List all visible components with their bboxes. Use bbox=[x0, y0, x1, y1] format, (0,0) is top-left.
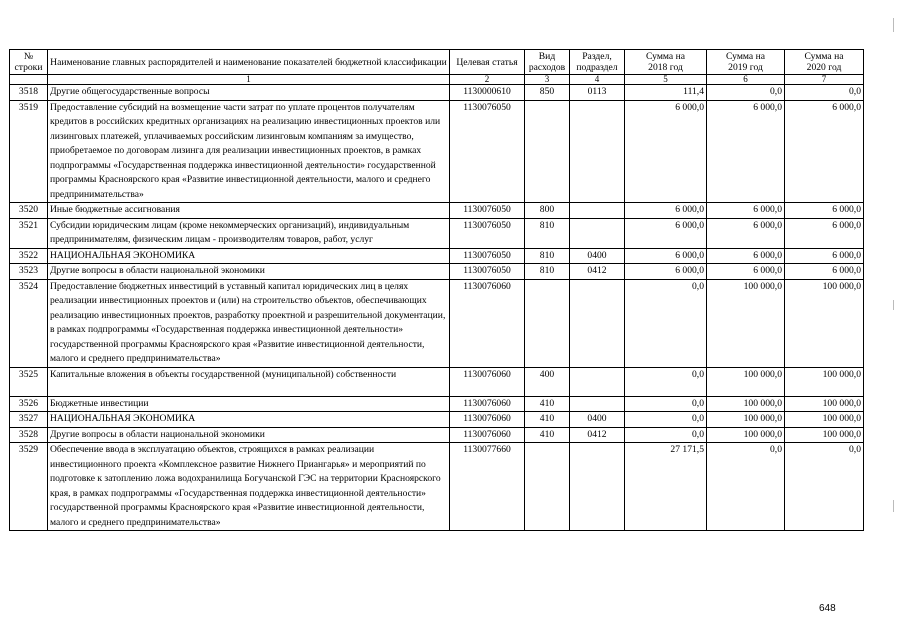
row-number: 3520 bbox=[10, 203, 48, 219]
row-type: 850 bbox=[525, 85, 570, 101]
row-sum-2020: 100 000,0 bbox=[785, 279, 864, 367]
table-row bbox=[10, 264, 864, 280]
row-section: 0412 bbox=[570, 264, 625, 280]
row-number: 3524 bbox=[10, 279, 48, 367]
row-type bbox=[525, 100, 570, 203]
row-type bbox=[525, 443, 570, 531]
row-target: 1130000610 bbox=[450, 85, 525, 101]
row-name: Другие вопросы в области национальной экономики bbox=[48, 427, 450, 443]
row-sum-2019: 100 000,0 bbox=[707, 396, 785, 412]
row-sum-2019: 100 000,0 bbox=[707, 367, 785, 396]
column-number: 4 bbox=[570, 75, 625, 85]
row-number: 3525 bbox=[10, 367, 48, 396]
row-sum-2018: 0,0 bbox=[625, 367, 707, 396]
row-section bbox=[570, 443, 625, 531]
row-section: 0113 bbox=[570, 85, 625, 101]
column-number bbox=[10, 75, 48, 85]
table-row bbox=[10, 367, 864, 396]
row-section bbox=[570, 279, 625, 367]
row-type: 810 bbox=[525, 248, 570, 264]
row-number: 3519 bbox=[10, 100, 48, 203]
row-sum-2019: 0,0 bbox=[707, 443, 785, 531]
row-target: 1130076060 bbox=[450, 367, 525, 396]
row-sum-2020: 100 000,0 bbox=[785, 412, 864, 428]
row-type: 800 bbox=[525, 203, 570, 219]
col-header-type-label: Вид расходов bbox=[528, 51, 566, 73]
col-header-sum-2020 bbox=[785, 50, 864, 75]
row-target: 1130076060 bbox=[450, 412, 525, 428]
row-type: 410 bbox=[525, 396, 570, 412]
column-number: 1 bbox=[48, 75, 450, 85]
row-sum-2020: 0,0 bbox=[785, 85, 864, 101]
row-sum-2019: 6 000,0 bbox=[707, 218, 785, 248]
row-number: 3521 bbox=[10, 218, 48, 248]
row-sum-2018: 111,4 bbox=[625, 85, 707, 101]
row-number: 3527 bbox=[10, 412, 48, 428]
table-row bbox=[10, 279, 864, 367]
row-name: Капитальные вложения в объекты государственной (муниципальной) собственности bbox=[48, 367, 450, 396]
col-header-type bbox=[525, 50, 570, 75]
row-sum-2020: 0,0 bbox=[785, 443, 864, 531]
row-sum-2018: 6 000,0 bbox=[625, 248, 707, 264]
column-number: 3 bbox=[525, 75, 570, 85]
row-section bbox=[570, 203, 625, 219]
table-row bbox=[10, 218, 864, 248]
table-row bbox=[10, 412, 864, 428]
row-sum-2019: 6 000,0 bbox=[707, 100, 785, 203]
row-name: Субсидии юридическим лицам (кроме некоммерческих организаций), индивидуальным предпринимателям, физическим лицам - производителям товаров, работ, услуг bbox=[48, 218, 450, 248]
page-number: 648 bbox=[819, 603, 836, 614]
row-sum-2018: 0,0 bbox=[625, 279, 707, 367]
col-header-name bbox=[48, 50, 450, 75]
budget-table bbox=[9, 49, 864, 531]
row-target: 1130076060 bbox=[450, 396, 525, 412]
row-target: 1130076060 bbox=[450, 279, 525, 367]
column-number: 2 bbox=[450, 75, 525, 85]
row-type: 810 bbox=[525, 264, 570, 280]
row-number: 3518 bbox=[10, 85, 48, 101]
row-sum-2019: 100 000,0 bbox=[707, 279, 785, 367]
col-header-section bbox=[570, 50, 625, 75]
row-type bbox=[525, 279, 570, 367]
row-type: 410 bbox=[525, 427, 570, 443]
row-number: 3523 bbox=[10, 264, 48, 280]
col-header-sum-2020-label: Сумма на 2020 год bbox=[804, 51, 844, 73]
row-name: Предоставление бюджетных инвестиций в уставный капитал юридических лиц в целях реализации инвестиционных проектов и (или) на строительство объектов, обеспечивающих реализацию инвестиционных проектов, разработку проектной и разрешительной документации, в рамках подпрограммы «Государственная поддержка инвестиционной деятельности» государственной программы Красноярского края «Развитие инвестиционной деятельности, малого и среднего предпринимательства» bbox=[48, 279, 450, 367]
table-header-row bbox=[10, 50, 864, 75]
col-header-row-no-label: № строки bbox=[14, 51, 43, 73]
row-name: Предоставление субсидий на возмещение части затрат по уплате процентов получателям кредитов в российских кредитных организациях на реализацию инвестиционных проектов или лизинговых платежей, уплачиваемых российским лизинговым компаниям за имущество, приобретаемое по договорам лизинга для реализации инвестиционных проектов, в рамках подпрограммы «Государственная поддержка инвестиционной деятельности» государственной программы Красноярского края «Развитие инвестиционной деятельности, малого и среднего предпринимательства» bbox=[48, 100, 450, 203]
row-sum-2018: 6 000,0 bbox=[625, 218, 707, 248]
row-sum-2020: 6 000,0 bbox=[785, 203, 864, 219]
row-section: 0400 bbox=[570, 412, 625, 428]
column-number: 7 bbox=[785, 75, 864, 85]
row-sum-2020: 100 000,0 bbox=[785, 396, 864, 412]
scan-margin-mark bbox=[893, 18, 894, 32]
row-name: Иные бюджетные ассигнования bbox=[48, 203, 450, 219]
row-sum-2018: 6 000,0 bbox=[625, 264, 707, 280]
col-header-sum-2019 bbox=[707, 50, 785, 75]
row-sum-2020: 6 000,0 bbox=[785, 248, 864, 264]
row-sum-2020: 6 000,0 bbox=[785, 264, 864, 280]
row-name: Другие общегосударственные вопросы bbox=[48, 85, 450, 101]
row-sum-2019: 0,0 bbox=[707, 85, 785, 101]
row-number: 3526 bbox=[10, 396, 48, 412]
row-name: Другие вопросы в области национальной экономики bbox=[48, 264, 450, 280]
row-sum-2019: 6 000,0 bbox=[707, 248, 785, 264]
row-section bbox=[570, 100, 625, 203]
row-sum-2019: 6 000,0 bbox=[707, 203, 785, 219]
table-row bbox=[10, 248, 864, 264]
table-row bbox=[10, 85, 864, 101]
row-type: 810 bbox=[525, 218, 570, 248]
row-name: Бюджетные инвестиции bbox=[48, 396, 450, 412]
column-number-row bbox=[10, 75, 864, 85]
row-number: 3522 bbox=[10, 248, 48, 264]
row-target: 1130076050 bbox=[450, 264, 525, 280]
col-header-sum-2019-label: Сумма на 2019 год bbox=[726, 51, 765, 73]
row-sum-2018: 6 000,0 bbox=[625, 203, 707, 219]
scan-margin-mark bbox=[893, 300, 894, 310]
row-sum-2019: 100 000,0 bbox=[707, 427, 785, 443]
row-sum-2018: 0,0 bbox=[625, 427, 707, 443]
column-number: 5 bbox=[625, 75, 707, 85]
table-row bbox=[10, 203, 864, 219]
row-type: 400 bbox=[525, 367, 570, 396]
row-target: 1130076050 bbox=[450, 203, 525, 219]
row-sum-2018: 0,0 bbox=[625, 412, 707, 428]
col-header-sum-2018-label: Сумма на 2018 год bbox=[646, 51, 685, 73]
table-row bbox=[10, 443, 864, 531]
row-type: 410 bbox=[525, 412, 570, 428]
row-name: Обеспечение ввода в эксплуатацию объектов, строящихся в рамках реализации инвестиционного проекта «Комплексное развитие Нижнего Приангарья» и мероприятий по подготовке к затоплению ложа водохранилища Богучанской ГЭС на территории Красноярского края, в рамках подпрограммы «Государственная поддержка инвестиционной деятельности» государственной программы Красноярского края «Развитие инвестиционной деятельности, малого и среднего предпринимательства» bbox=[48, 443, 450, 531]
row-target: 1130076050 bbox=[450, 248, 525, 264]
row-sum-2020: 100 000,0 bbox=[785, 427, 864, 443]
row-sum-2019: 6 000,0 bbox=[707, 264, 785, 280]
row-sum-2018: 0,0 bbox=[625, 396, 707, 412]
table-row bbox=[10, 427, 864, 443]
row-sum-2019: 100 000,0 bbox=[707, 412, 785, 428]
row-sum-2018: 6 000,0 bbox=[625, 100, 707, 203]
row-name: НАЦИОНАЛЬНАЯ ЭКОНОМИКА bbox=[48, 248, 450, 264]
col-header-name-label: Наименование главных распорядителей и наименование показателей бюджетной классификации bbox=[50, 56, 447, 68]
row-target: 1130077660 bbox=[450, 443, 525, 531]
row-section bbox=[570, 218, 625, 248]
col-header-sum-2018 bbox=[625, 50, 707, 75]
row-target: 1130076060 bbox=[450, 427, 525, 443]
scan-margin-mark bbox=[893, 500, 894, 512]
row-name: НАЦИОНАЛЬНАЯ ЭКОНОМИКА bbox=[48, 412, 450, 428]
row-sum-2020: 6 000,0 bbox=[785, 100, 864, 203]
row-section bbox=[570, 396, 625, 412]
row-sum-2018: 27 171,5 bbox=[625, 443, 707, 531]
row-target: 1130076050 bbox=[450, 100, 525, 203]
row-section bbox=[570, 367, 625, 396]
table-row bbox=[10, 396, 864, 412]
column-number: 6 bbox=[707, 75, 785, 85]
row-sum-2020: 100 000,0 bbox=[785, 367, 864, 396]
row-number: 3529 bbox=[10, 443, 48, 531]
row-number: 3528 bbox=[10, 427, 48, 443]
table-row bbox=[10, 100, 864, 203]
col-header-section-label: Раздел, подраздел bbox=[576, 51, 618, 73]
col-header-row-no bbox=[10, 50, 48, 75]
col-header-target-label: Целевая статья bbox=[456, 56, 518, 68]
row-section: 0412 bbox=[570, 427, 625, 443]
row-sum-2020: 6 000,0 bbox=[785, 218, 864, 248]
row-section: 0400 bbox=[570, 248, 625, 264]
col-header-target bbox=[450, 50, 525, 75]
row-target: 1130076050 bbox=[450, 218, 525, 248]
